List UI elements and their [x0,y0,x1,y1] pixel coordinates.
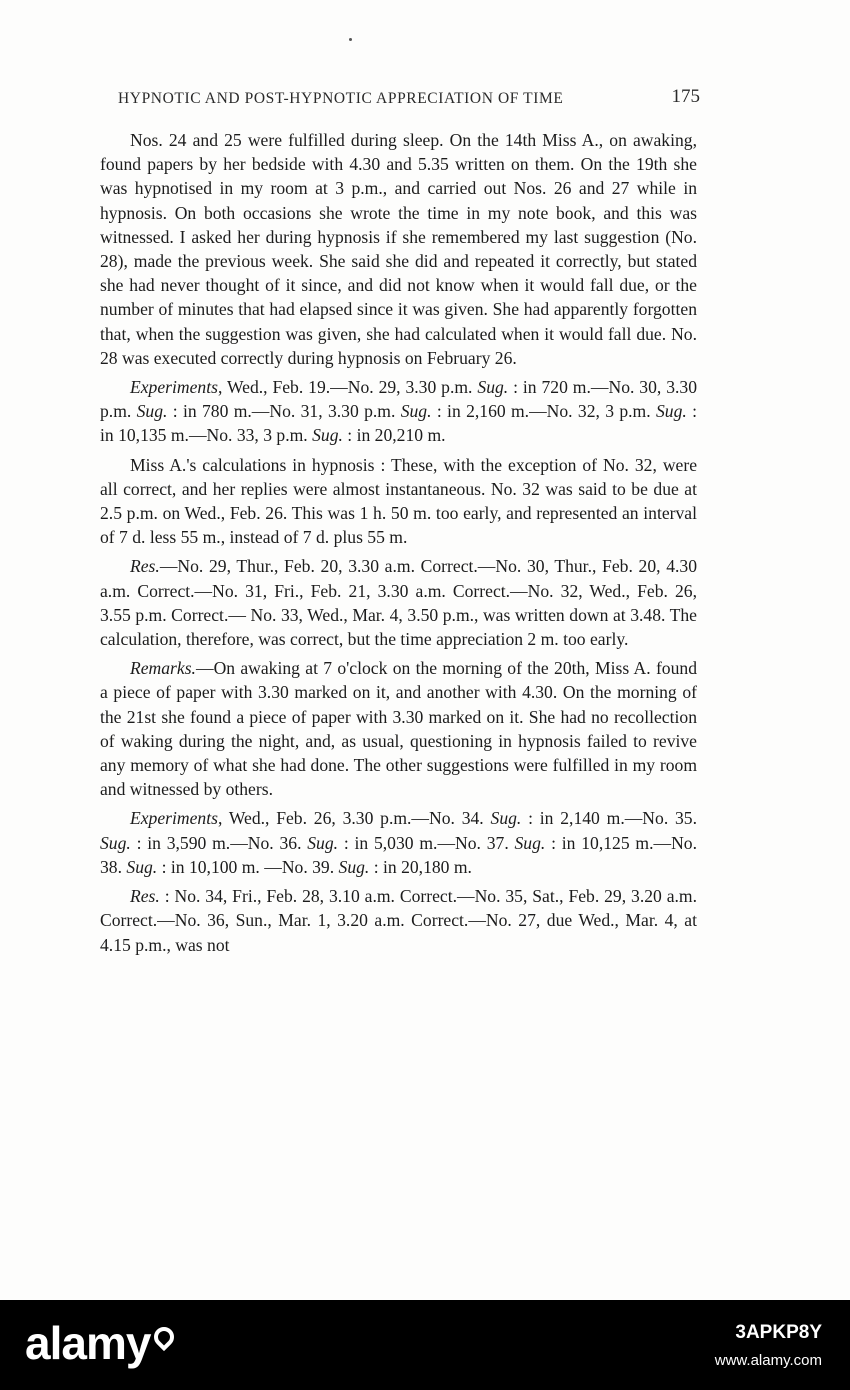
text-run: : in 20,180 m. [369,856,472,877]
text-run: Miss A.'s calculations in hypnosis : These, with the exception of No. 32, were all correct, and her replies were almost instantaneous. No. 32 was said to be due at 2.5 p.m. on Wed., Feb. 26. This was 1 h. 50 m. too early, and represented an interval of 7 d. less 55 m., instead of 7 d. plus 55 m. [100,454,697,548]
italic-run: Sug. [477,377,509,398]
paragraph [100,806,697,879]
image-id: 3APKP8Y [735,1322,822,1343]
text-run: : in 5,030 m.—No. 37. [338,832,515,853]
text-run: : in 2,140 m.—No. 35. [521,808,697,829]
text-run: , Wed., Feb. 19.—No. 29, 3.30 p.m. [217,377,478,398]
paragraph [100,656,697,801]
running-title: HYPNOTIC AND POST-HYPNOTIC APPRECIATION OF TIME [118,90,564,107]
text-run: Nos. 24 and 25 were fulfilled during sleep. On the 14th Miss A., on awaking, found papers by her bedside with 4.30 and 5.35 written on them. On the 19th she was hypnotised in my room at 3 p.m., and carried out Nos. 26 and 27 while in hypnosis. On both occasions she wrote the time in my note book, and this was witnessed. I asked her during hypnosis if she remembered my last suggestion (No. 28), made the previous week. She said she did and repeated it correctly, but stated she had never thought of it since, and did not know when it would fall due, or the number of minutes that had elapsed since it was given. She had apparently forgotten that, when the suggestion was given, she had calculated when it would fall due. No. 28 was executed correctly during hypnosis on February 26. [100,130,697,368]
paragraph [100,884,697,957]
italic-run: Sug. [136,401,168,422]
italic-run: Remarks. [130,658,196,679]
italic-run: Sug. [490,808,522,829]
text-run: : in 3,590 m.—No. 36. [130,832,308,853]
text-run: : in 780 m.—No. 31, 3.30 p.m. [167,401,401,422]
text-run: : in 10,125 m.—No. 38. [100,832,697,877]
logo-pin-icon [154,1327,174,1353]
logo-text: alamy [25,1317,151,1369]
text-run: : in 2,160 m.—No. 32, 3 p.m. [431,401,656,422]
italic-run: Res. [130,556,160,577]
paragraph [100,453,697,550]
text-run: : No. 34, Fri., Feb. 28, 3.10 a.m. Correct.—No. 35, Sat., Feb. 29, 3.20 a.m. Correct.—No. 36, Sun., Mar. 1, 3.20 a.m. Correct.—No. 27, due Wed., Mar. 4, at 4.15 p.m., was not [100,886,697,955]
paragraph [100,375,697,448]
text-run: : in 720 m.—No. 30, 3.30 p.m. [100,377,698,422]
text-run: —On awaking at 7 o'clock on the morning of the 20th, Miss A. found a piece of paper with 3.30 marked on it, and another with 4.30. On the morning of the 21st she found a piece of paper with 3.30 marked on it. She had no recollection of waking during the night, and, as usual, questioning in hypnosis failed to revive any memory of what she had done. The other suggestions were fulfilled in my room and witnessed by others. [100,658,697,800]
body-text [100,128,697,962]
italic-run: Sug. [312,425,343,446]
alamy-logo [25,1316,174,1370]
paper-speck [349,38,352,41]
site-url: www.alamy.com [714,1352,822,1369]
text-run: , Wed., Feb. 26, 3.30 p.m.—No. 34. [217,808,491,829]
italic-run: Res. [130,886,160,907]
text-run: : in 20,210 m. [342,425,446,446]
text-run: : in 10,100 m. —No. 39. [157,856,339,877]
paragraph [100,554,697,651]
italic-run: Experiments [130,808,218,829]
page-number: 175 [671,86,700,107]
italic-run: Sug. [307,832,339,853]
italic-run: Sug. [655,401,687,422]
italic-run: Sug. [400,401,432,422]
italic-run: Experiments [130,377,218,398]
watermark-banner [0,1300,850,1390]
text-run: —No. 29, Thur., Feb. 20, 3.30 a.m. Correct.—No. 30, Thur., Feb. 20, 4.30 a.m. Correct.—No. 31, Fri., Feb. 21, 3.30 a.m. Correct.—No. 32, Wed., Feb. 26, 3.55 p.m. Correct.— No. 33, Wed., Mar. 4, 3.50 p.m., was written down at 3.48. The calculation, therefore, was correct, but the time appreciation 2 m. too early. [100,556,697,650]
italic-run: Sug. [126,856,158,877]
italic-run: Sug. [338,856,370,877]
text-run: : in 10,135 m.—No. 33, 3 p.m. [100,401,698,446]
italic-run: Sug. [514,832,546,853]
paragraph [100,128,697,370]
italic-run: Sug. [100,832,131,853]
